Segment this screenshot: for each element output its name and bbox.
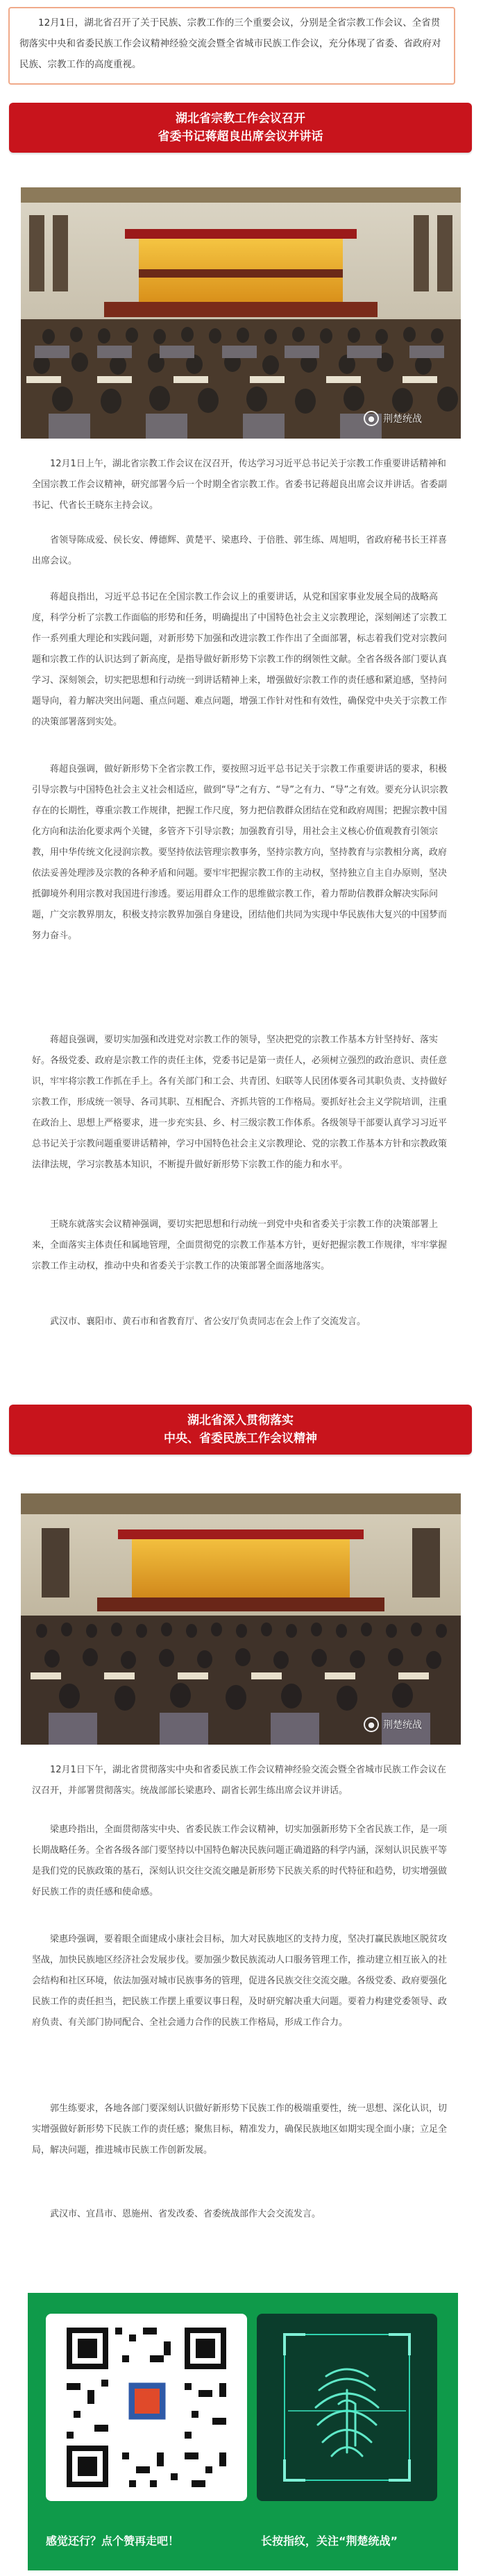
section2-header: [9, 1405, 472, 1455]
section1-paragraph: 12月1日上午，湖北省宗教工作会议在汉召开，传达学习习近平总书记关于宗教工作重要讲话精神和全国宗教工作会议精神，研究部署今后一个时期全省宗教工作。省委书记蒋超良出席会议并讲话。省委副书记、代省长王晓东主持会议。: [32, 459, 448, 511]
section1-photo: [21, 187, 461, 439]
watermark-logo-icon: ●: [364, 1717, 379, 1732]
section2-watermark-text: 荆楚统战: [383, 1720, 422, 1731]
section2-paragraph: 梁惠玲指出，全面贯彻落实中央、省委民族工作会议精神，切实加强新形势下全省民族工作，是一项长期战略任务。全省各级各部门要坚持以中国特色解决民族问题正确道路的科学内涵，深刻认识民族平等是我们党的民族政策的基石，深刻认识交往交流交融是新形势下民族关系的时代特征和趋势，切实增强做好民族工作的责任感和使命感。: [32, 1824, 448, 1897]
section1-paragraph: 王晓东就落实会议精神强调，要切实把思想和行动统一到党中央和省委关于宗教工作的决策部署上来，全面落实主体责任和属地管理，全面贯彻党的宗教工作基本方针，更好把握宗教工作规律，牢牢掌握宗教工作主动权，推动中央和省委关于宗教工作的决策部署全面落地落实。: [32, 1219, 448, 1271]
section2-paragraph: 武汉市、宜昌市、恩施州、省发改委、省委统战部作大会交流发言。: [50, 2209, 321, 2219]
section1-paragraph: 蒋超良指出，习近平总书记在全国宗教工作会议上的重要讲话，从党和国家事业发展全局的战略高度，科学分析了宗教工作面临的形势和任务，明确提出了中国特色社会主义宗教理论，深刻阐述了宗教工作一系列重大理论和实践问题，对新形势下加强和改进宗教工作作出了全面部署，标志着我们党对宗教问题和宗教工作的认识达到了新高度，是指导做好新形势下宗教工作的纲领性文献。全省各级各部门要认真学习、深刻领会，切实把思想和行动统一到讲话精神上来，增强做好宗教工作的责任感和紧迫感，坚持问题导向，着力解决突出问题、重点问题、难点问题，增强工作针对性和有效性，确保党中央关于宗教工作的决策部署落到实处。: [32, 592, 448, 727]
section2-paragraph: 梁惠玲强调，要着眼全面建成小康社会目标，加大对民族地区的支持力度，坚决打赢民族地区脱贫攻坚战，加快民族地区经济社会发展步伐。要加强少数民族流动人口服务管理工作，推动建立相互嵌入的社会结构和社区环境，依法加强对城市民族事务的管理，促进各民族交往交流交融。各级党委、政府要强化民族工作的责任担当，把民族工作摆上重要议事日程，及时研究解决重大问题。要着力构建党委领导、政府负责、有关部门协同配合、全社会通力合作的民族工作格局，形成工作合力。: [32, 1934, 448, 2028]
section1-paragraph: 省领导陈成爱、侯长安、傅德辉、黄楚平、梁惠玲、于倍胜、郭生练、周旭明，省政府秘书长王祥喜出席会议。: [32, 535, 448, 566]
section1-watermark: [364, 411, 422, 426]
section2-paragraph: 郭生练要求，各地各部门要深刻认识做好新形势下民族工作的极端重要性，统一思想、深化认识，切实增强做好新形势下民族工作的责任感；聚焦目标，精准发力，确保民族地区如期实现全面小康；立足全局，解决问题，推进城市民族工作创新发展。: [32, 2103, 448, 2155]
section2-title-line2: 中央、省委民族工作会议精神: [164, 1432, 317, 1446]
footer-like-text: 感觉还行？点个赞再走吧！: [46, 2534, 180, 2548]
fingerprint-panel[interactable]: [257, 2314, 437, 2501]
fingerprint-icon: [257, 2314, 437, 2501]
section2-photo: [21, 1493, 461, 1745]
section1-watermark-text: 荆楚统战: [383, 414, 422, 425]
section2-title-line1: 湖北省深入贯彻落实: [187, 1414, 294, 1427]
footer-banner: [28, 2293, 458, 2570]
section2-paragraph: 12月1日下午，湖北省贯彻落实中央和省委民族工作会议精神经验交流会暨全省城市民族工作会议在汉召开，并部署贯彻落实。统战部部长梁惠玲、副省长郭生练出席会议并讲话。: [32, 1765, 446, 1796]
section1-title-line1: 湖北省宗教工作会议召开: [176, 112, 305, 126]
intro-box: [8, 7, 455, 85]
section1-title-line2: 省委书记蒋超良出席会议并讲话: [158, 130, 323, 144]
qr-code-panel[interactable]: [46, 2314, 247, 2501]
watermark-logo-icon: ●: [364, 411, 379, 426]
section1-paragraph: 蒋超良强调，要切实加强和改进党对宗教工作的领导，坚决把党的宗教工作基本方针坚持好、落实好。各级党委、政府是宗教工作的责任主体，党委书记是第一责任人，必须树立强烈的政治意识、责任意识，牢牢将宗教工作抓在手上。各有关部门和工会、共青团、妇联等人民团体要各司其职负责、支持做好宗教工作，形成统一领导、各司其职、互相配合、齐抓共管的工作格局。要抓好社会主义学院培训，注重在政治上、思想上严格要求，进一步充实县、乡、村三级宗教工作体系。各级领导干部要认真学习习近平总书记关于宗教问题重要讲话精神，学习中国特色社会主义宗教理论、党的宗教工作基本方针和宗教政策法律法规，学习宗教基本知识，不断提升做好新形势下宗教工作的能力和水平。: [32, 1035, 448, 1170]
section1-paragraph: 武汉市、襄阳市、黄石市和省教育厅、省公安厅负责同志在会上作了交流发言。: [50, 1316, 366, 1327]
intro-text: 12月1日，湖北省召开了关于民族、宗教工作的三个重要会议，分别是全省宗教工作会议、全省贯彻落实中央和省委民族工作会议精神经验交流会暨全省城市民族工作会议，充分体现了省委、省政府对民族、宗教工作的高度重视。: [19, 17, 441, 70]
qr-code-icon: [46, 2314, 247, 2501]
footer-follow-text: 长按指纹，关注“荆楚统战”: [261, 2534, 398, 2548]
section1-paragraph: 蒋超良强调，做好新形势下全省宗教工作，要按照习近平总书记关于宗教工作重要讲话的要求，积极引导宗教与中国特色社会主义社会相适应，做到“导”之有方、“导”之有力、“导”之有效。要充分认识宗教存在的长期性，尊重宗教工作规律，把握工作尺度，努力把信教群众团结在党和政府周围；把握宗教中国化方向和法治化要求两个关键，多管齐下引导宗教；加强教育引导，用社会主义核心价值观教育引领宗教，用中华传统文化浸润宗教。要坚持依法管理宗教事务，坚持宗教方向，坚持教育与宗教相分离，政府依法妥善处理涉及宗教的各种矛盾和问题。要牢牢把握宗教工作的主动权，坚持独立自主自办原则，坚决抵御境外利用宗教对我国进行渗透。要运用群众工作的思维做宗教工作，着力帮助信教群众解决实际问题，广交宗教界朋友，积极支持宗教界加强自身建设，团结他们共同为实现中华民族伟大复兴的中国梦而努力奋斗。: [32, 764, 448, 941]
section1-header: [9, 103, 472, 153]
section2-watermark: [364, 1717, 422, 1732]
